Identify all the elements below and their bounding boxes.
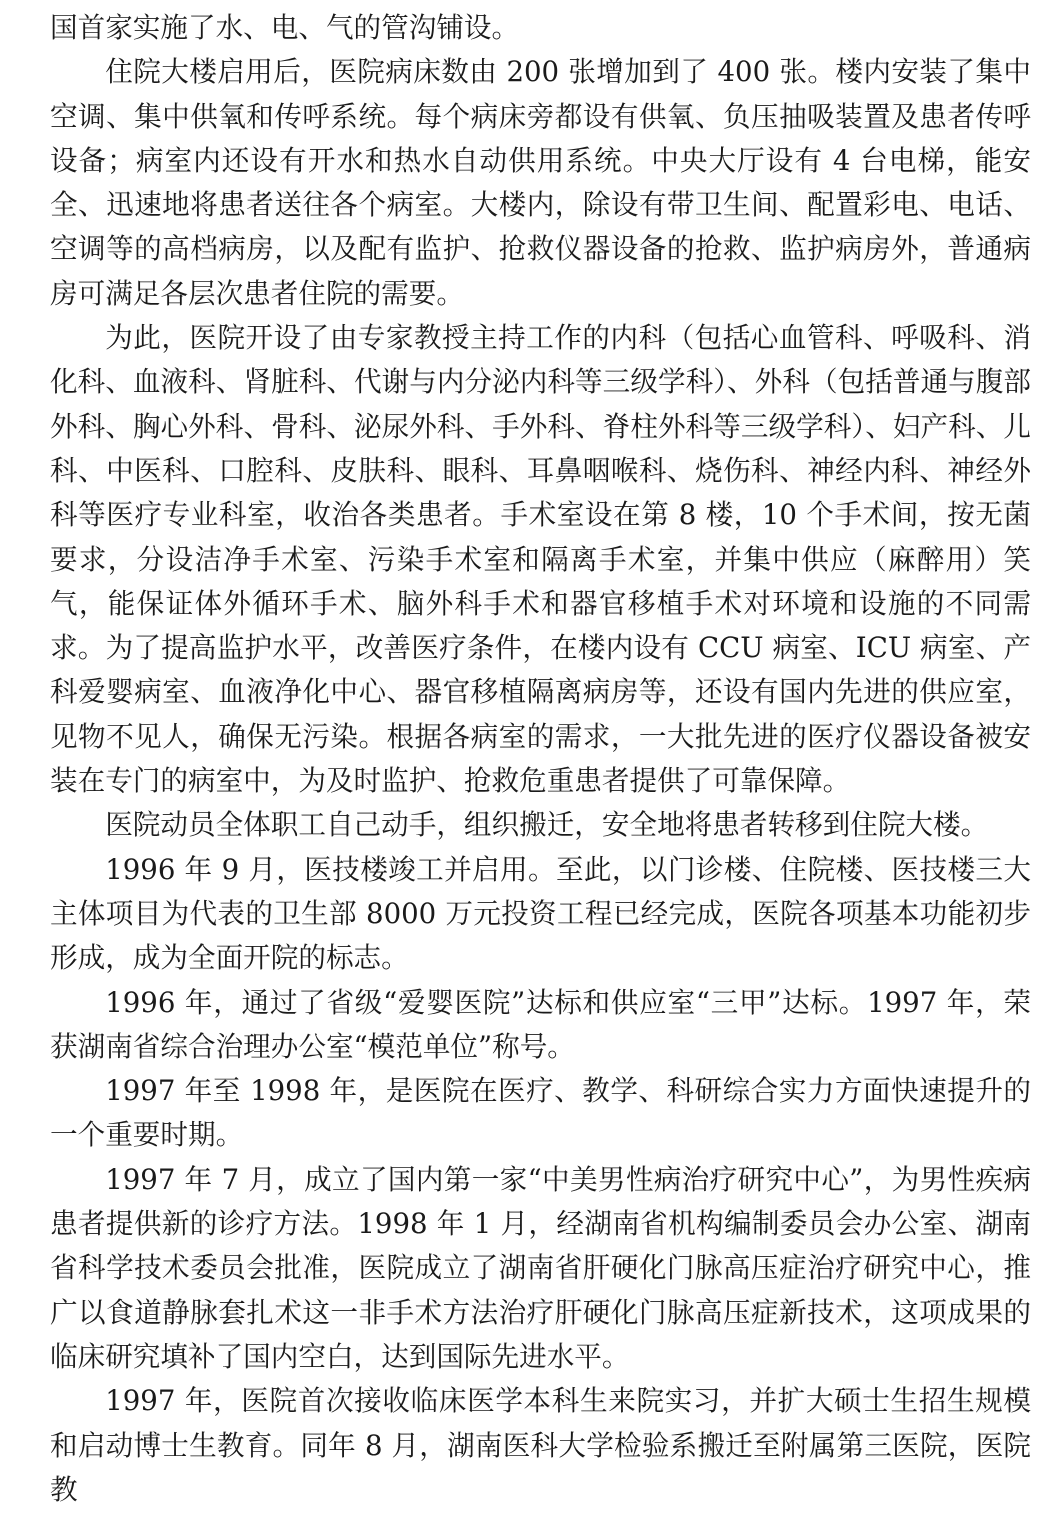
paragraph-inpatient-building: 住院大楼启用后，医院病床数由 200 张增加到了 400 张。楼内安装了集中空调、集中供氧和传呼系统。每个病床旁都设有供氧、负压抽吸装置及患者传呼设备；病室内还设有开水和热水自动供用系统。中央大厅设有 4 台电梯，能安全、迅速地将患者送往各个病室。大楼内，除设有带卫生间、配置彩电、电话、空调等的高档病房，以及配有监护、抢救仪器设备的抢救、监护病房外，普通病房可满足各层次患者住院的需要。 — [50, 55, 1031, 310]
paragraph-departments: 为此，医院开设了由专家教授主持工作的内科（包括心血管科、呼吸科、消化科、血液科、肾脏科、代谢与内分泌内科等三级学科）、外科（包括普通与腹部外科、胸心外科、骨科、泌尿外科、手外科、脊柱外科等三级学科）、妇产科、儿科、中医科、口腔科、皮肤科、眼科、耳鼻咽喉科、烧伤科、神经内科、神经外科等医疗专业科室，收治各类患者。手术室设在第 8 楼，10 个手术间，按无菌要求，分设洁净手术室、污染手术室和隔离手术室，并集中供应（麻醉用）笑气，能保证体外循环手术、脑外科手术和器官移植手术对环境和设施的不同需求。为了提高监护水平，改善医疗条件，在楼内设有 CCU 病室、ICU 病室、产科爱婴病室、血液净化中心、器官移植隔离病房等，还设有国内先进的供应室，见物不见人，确保无污染。根据各病室的需求，一大批先进的医疗仪器设备被安装在专门的病室中，为及时监护、抢救危重患者提供了可靠保障。 — [50, 321, 1031, 798]
paragraph-continued: 国首家实施了水、电、气的管沟铺设。 — [50, 11, 520, 44]
paragraph-1996-certification: 1996 年，通过了省级“爱婴医院”达标和供应室“三甲”达标。1997 年，荣获湖南省综合治理办公室“模范单位”称号。 — [50, 985, 1031, 1063]
paragraph-1997-education: 1997 年，医院首次接收临床医学本科生来院实习，并扩大硕士生招生规模和启动博士生教育。同年 8 月，湖南医科大学检验系搬迁至附属第三医院，医院教 — [50, 1384, 1031, 1506]
paragraph-1996-medtech-building: 1996 年 9 月，医技楼竣工并启用。至此，以门诊楼、住院楼、医技楼三大主体项目为代表的卫生部 8000 万元投资工程已经完成，医院各项基本功能初步形成，成为全面开院的标志。 — [50, 852, 1031, 975]
paragraph-1997-1998-period: 1997 年至 1998 年，是医院在医疗、教学、科研综合实力方面快速提升的一个重要时期。 — [50, 1074, 1031, 1152]
paragraph-1997-research-center: 1997 年 7 月，成立了国内第一家“中美男性病治疗研究中心”，为男性疾病患者提供新的诊疗方法。1998 年 1 月，经湖南省机构编制委员会办公室、湖南省科学技术委员会批准，医院成立了湖南省肝硬化门脉高压症治疗研究中心，推广以食道静脉套扎术这一非手术方法治疗肝硬化门脉高压症新技术，这项成果的临床研究填补了国内空白，达到国际先进水平。 — [50, 1162, 1031, 1373]
paragraph-relocation: 医院动员全体职工自己动手，组织搬迁，安全地将患者转移到住院大楼。 — [105, 808, 989, 842]
